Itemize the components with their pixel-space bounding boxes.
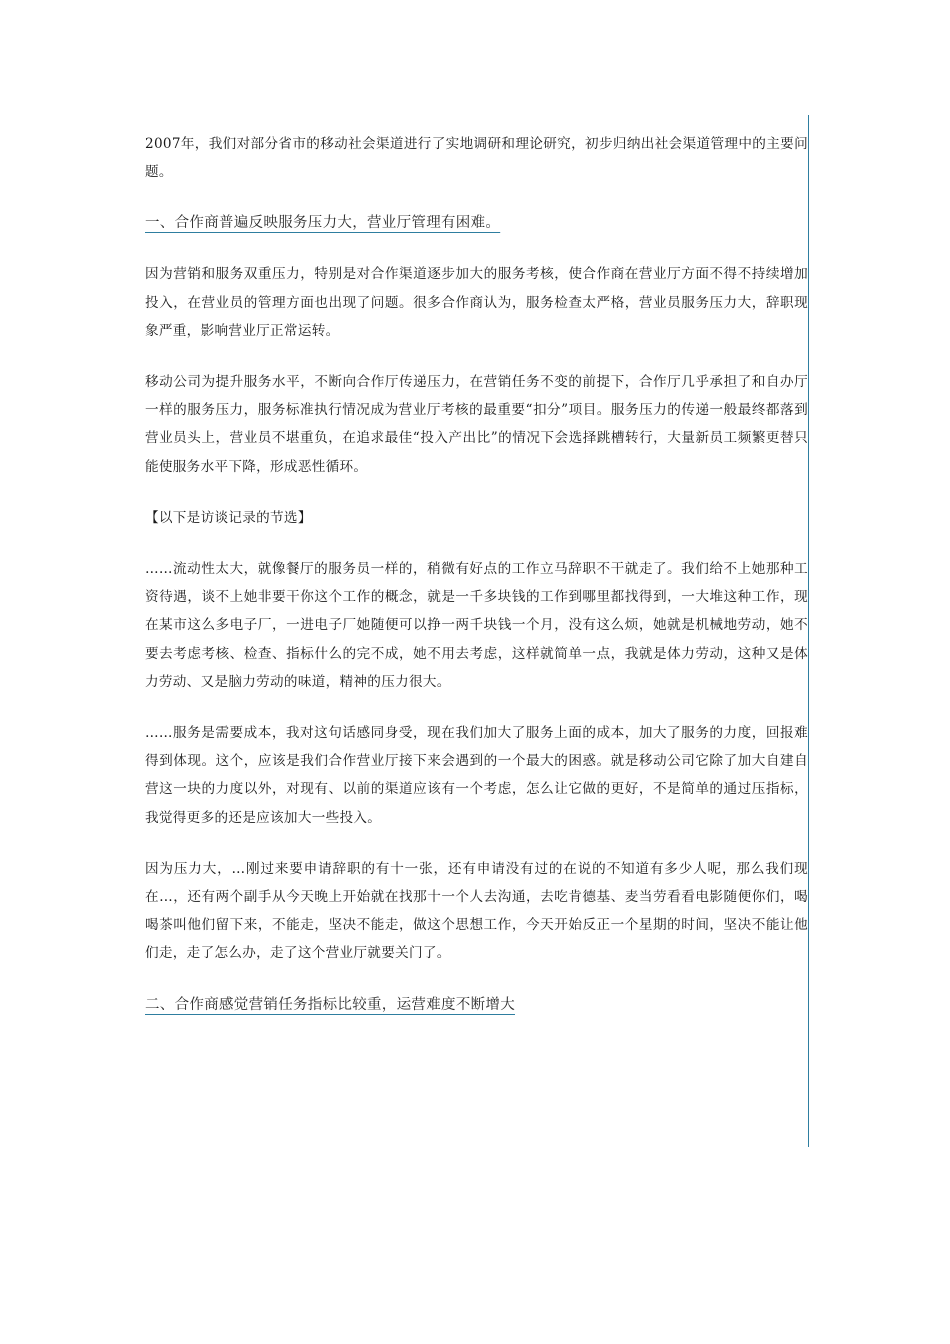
intro-paragraph: 2007年，我们对部分省市的移动社会渠道进行了实地调研和理论研究，初步归纳出社会渠道管理中的主要问题。 <box>145 136 808 181</box>
interview-quote-2: ……服务是需要成本，我对这句话感同身受，现在我们加大了服务上面的成本，加大了服务的力度，回报难得到体现。这个，应该是我们合作营业厅接下来会遇到的一个最大的困惑。就是移动公司它除了加大自建自营这一块的力度以外，对现有、以前的渠道应该有一个考虑，怎么让它做的更好，不是简单的通过压指标，我觉得更多的还是应该加大一些投入。 <box>145 725 808 826</box>
right-margin-rule <box>808 115 809 1147</box>
section-2-heading <box>145 991 808 1019</box>
paragraph-pressure-transfer: 移动公司为提升服务水平，不断向合作厅传递压力，在营销任务不变的前提下，合作厅几乎承担了和自办厅一样的服务压力，服务标准执行情况成为营业厅考核的最重要“扣分”项目。服务压力的传递一般最终都落到营业员头上，营业员不堪重负，在追求最佳“投入产出比”的情况下会选择跳槽转行，大量新员工频繁更替只能使服务水平下降，形成恶性循环。 <box>145 374 808 475</box>
paragraph-service-pressure: 因为营销和服务双重压力，特别是对合作渠道逐步加大的服务考核，使合作商在营业厅方面不得不持续增加投入，在营业员的管理方面也出现了问题。很多合作商认为，服务检查太严格，营业员服务压力大，辞职现象严重，影响营业厅正常运转。 <box>145 266 808 339</box>
section-2-heading-text: 二、合作商感觉营销任务指标比较重，运营难度不断增大 <box>145 996 515 1013</box>
document-body <box>145 130 808 1042</box>
interview-note: 【以下是访谈记录的节选】 <box>145 509 312 526</box>
section-1-heading-text: 一、合作商普遍反映服务压力大，营业厅管理有困难。 <box>145 215 501 232</box>
section-1-heading <box>145 209 808 237</box>
interview-quote-1: ……流动性太大，就像餐厅的服务员一样的，稍微有好点的工作立马辞职不干就走了。我们给不上她那种工资待遇，谈不上她非要干你这个工作的概念，就是一千多块钱的工作到哪里都找得到，一大堆这种工作，现在某市这么多电子厂，一进电子厂她随便可以挣一两千块钱一个月，没有这么烦，她就是机械地劳动，她不要去考虑考核、检查、指标什么的完不成，她不用去考虑，这样就简单一点，我就是体力劳动，这种又是体力劳动、又是脑力劳动的味道，精神的压力很大。 <box>145 561 808 690</box>
interview-quote-3: 因为压力大，…刚过来要申请辞职的有十一张，还有申请没有过的在说的不知道有多少人呢，那么我们现在…，还有两个副手从今天晚上开始就在找那十一个人去沟通，去吃肯德基、麦当劳看看电影随便你们，喝喝茶叫他们留下来，不能走，坚决不能走，做这个思想工作，今天开始反正一个星期的时间，坚决不能让他们走，走了怎么办，走了这个营业厅就要关门了。 <box>145 860 808 962</box>
